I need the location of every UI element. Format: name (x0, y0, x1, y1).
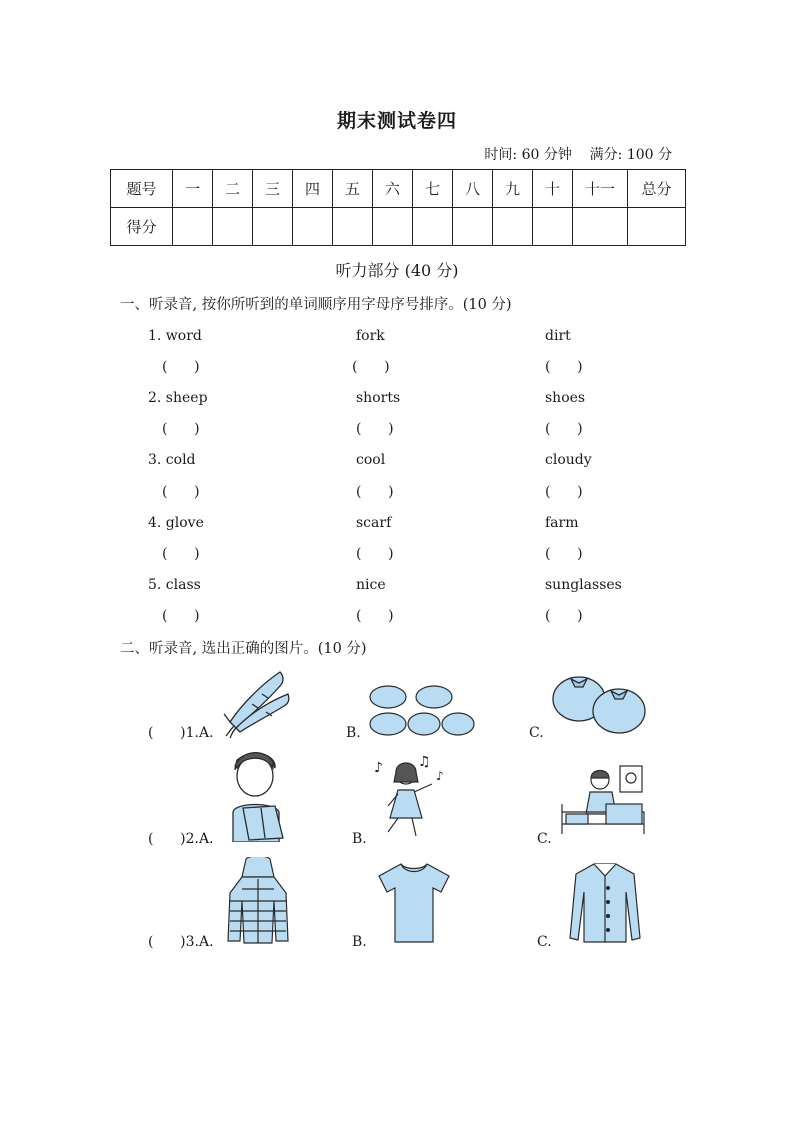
score-input-cell[interactable] (453, 208, 493, 246)
girl-dancing-icon[interactable] (374, 752, 450, 840)
word-item: sunglasses (545, 577, 622, 593)
option-label: C. (529, 725, 544, 741)
answer-blank[interactable]: ( ) (545, 608, 583, 624)
score-header-cell: 十一 (573, 170, 628, 208)
child-bed-icon[interactable] (560, 764, 646, 838)
word-item: 5. class (148, 577, 201, 593)
word-item: cloudy (545, 452, 592, 468)
answer-blank[interactable]: ( ) (356, 608, 394, 624)
svg-text:♪: ♪ (436, 769, 444, 783)
answer-blank[interactable]: ( ) (356, 546, 394, 562)
boy-reading-icon[interactable] (225, 746, 293, 842)
score-input-cell[interactable] (413, 208, 453, 246)
score-header-cell: 六 (373, 170, 413, 208)
option-label: B. (352, 831, 367, 847)
score-input-cell[interactable] (253, 208, 293, 246)
score-table-score-row (111, 208, 686, 246)
word-item: dirt (545, 328, 571, 344)
score-header-cell: 五 (333, 170, 373, 208)
score-input-cell[interactable] (213, 208, 253, 246)
answer-blank[interactable]: ( ) (545, 484, 583, 500)
svg-text:♪: ♪ (374, 760, 383, 776)
svg-text:♫: ♫ (418, 754, 431, 770)
score-input-cell[interactable] (173, 208, 213, 246)
score-header-cell: 一 (173, 170, 213, 208)
jacket-icon[interactable] (226, 857, 290, 945)
score-table-header-row (111, 170, 686, 208)
word-item: farm (545, 515, 579, 531)
word-item: fork (356, 328, 385, 344)
word-item: cool (356, 452, 386, 468)
score-input-cell[interactable] (628, 208, 686, 246)
answer-blank[interactable]: ( ) (356, 484, 394, 500)
score-header-cell: 四 (293, 170, 333, 208)
score-table (110, 169, 686, 246)
answer-blank[interactable]: ( ) (162, 421, 200, 437)
answer-blank[interactable]: ( ) (356, 421, 394, 437)
answer-blank[interactable]: ( ) (352, 359, 390, 375)
score-header-cell: 三 (253, 170, 293, 208)
score-input-cell[interactable] (573, 208, 628, 246)
word-item: 4. glove (148, 515, 204, 531)
score-header-cell: 七 (413, 170, 453, 208)
option-label: B. (352, 934, 367, 950)
section1-heading: 一、听录音, 按你所听到的单词顺序用字母序号排序。(10 分) (120, 297, 512, 313)
score-header-cell: 二 (213, 170, 253, 208)
time-info: 时间: 60 分钟 满分: 100 分 (484, 147, 672, 163)
score-header-cell: 十 (533, 170, 573, 208)
score-input-cell[interactable] (533, 208, 573, 246)
word-item: nice (356, 577, 386, 593)
cloud-icon[interactable] (368, 683, 476, 739)
page-title: 期末测试卷四 (336, 110, 457, 132)
option-label: C. (537, 831, 552, 847)
question-label: ( )1.A. (148, 725, 214, 741)
score-header-cell: 九 (493, 170, 533, 208)
answer-blank[interactable]: ( ) (162, 546, 200, 562)
answer-blank[interactable]: ( ) (545, 421, 583, 437)
word-item: shoes (545, 390, 586, 406)
score-header-cell: 八 (453, 170, 493, 208)
score-input-cell[interactable] (293, 208, 333, 246)
tomato-icon[interactable] (551, 673, 647, 735)
word-item: scarf (356, 515, 392, 531)
score-row-label: 得分 (111, 208, 173, 246)
answer-blank[interactable]: ( ) (162, 608, 200, 624)
answer-blank[interactable]: ( ) (162, 484, 200, 500)
score-input-cell[interactable] (333, 208, 373, 246)
shirt-icon[interactable] (568, 862, 642, 944)
question-label: ( )3.A. (148, 934, 214, 950)
answer-blank[interactable]: ( ) (545, 359, 583, 375)
question-label: ( )2.A. (148, 831, 214, 847)
score-header-cell: 题号 (111, 170, 173, 208)
score-header-cell: 总分 (628, 170, 686, 208)
word-item: 2. sheep (148, 390, 208, 406)
score-input-cell[interactable] (493, 208, 533, 246)
option-label: C. (537, 934, 552, 950)
word-item: shorts (356, 390, 401, 406)
answer-blank[interactable]: ( ) (162, 359, 200, 375)
tshirt-icon[interactable] (377, 862, 451, 944)
part-heading: 听力部分 (40 分) (335, 261, 459, 280)
option-label: B. (346, 725, 361, 741)
carrot-icon[interactable] (222, 664, 294, 738)
word-item: 3. cold (148, 452, 196, 468)
score-input-cell[interactable] (373, 208, 413, 246)
answer-blank[interactable]: ( ) (545, 546, 583, 562)
section2-heading: 二、听录音, 选出正确的图片。(10 分) (120, 641, 367, 657)
word-item: 1. word (148, 328, 202, 344)
